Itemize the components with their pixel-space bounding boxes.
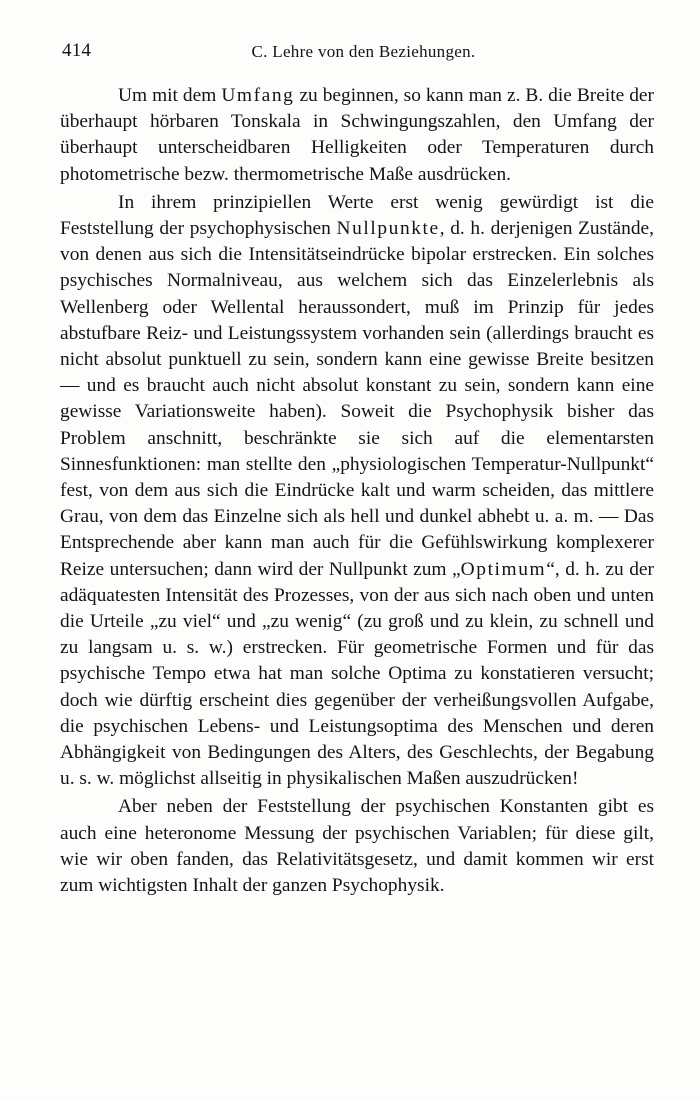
page-header — [60, 40, 655, 70]
paragraph-text: Aber neben der Feststellung der psychischen Konstanten gibt es auch eine heteronome Messung der psychischen Variablen; für diese gilt, wie wir oben fanden, das Relativitätsgesetz, und damit kommen wir erst zum wichtigsten Inhalt der ganzen Psychophysik. — [60, 796, 654, 897]
paragraph-nullpunkte — [60, 190, 654, 793]
running-head: C. Lehre von den Beziehungen. — [251, 42, 476, 61]
paragraph-text: Um mit dem — [118, 85, 222, 106]
emphasis-optimum: Optimum — [460, 558, 547, 580]
paragraph-text: , d. h. derjenigen Zustände, von denen aus sich die Intensitätseindrücke bipolar erstrecken. Ein solches psychisches Normalniveau, aus welchem sich das Einzelerlebnis als Wellenberg oder Wellental heraussondert, muß im Prinzip für jedes abstufbare Reiz- und Leistungssystem vorhanden sein (allerdings braucht es nicht absolut punktuell zu sein, sondern kann eine gewisse Breite besitzen — und es braucht auch nicht absolut konstant zu sein, sondern kann eine gewisse Variationsweite haben). Soweit die Psychophysik bisher das Problem anschnitt, beschränkte sie sich auf die elementarsten Sinnesfunktionen: man stellte den „physiologischen Temperatur-Nullpunkt“ fest, von dem aus sich die Eindrücke kalt und warm scheiden, das mittlere Grau, von dem das Einzelne sich als hell und dunkel abhebt u. a. m. — Das Entsprechende aber kann man auch für die Gefühlswirkung komplexerer Reize untersuchen; dann wird der Nullpunkt zum „ — [60, 218, 654, 580]
paragraph-umfang — [60, 83, 654, 188]
emphasis-umfang: Umfang — [221, 85, 295, 106]
paragraph-text: In ihrem prinzipiellen Werte erst wenig gewürdigt ist die Feststellung der psychophysischen — [60, 191, 654, 240]
body-text — [60, 83, 654, 899]
emphasis-nullpunkte: Nullpunkte — [336, 218, 440, 240]
paragraph-variablen — [60, 794, 654, 899]
paragraph-text: “, d. h. zu der adäquatesten Intensität des Prozesses, von der aus sich nach oben und unten die Urteile „zu viel“ und „zu wenig“ (zu groß und zu klein, zu schnell und zu langsam u. s. w.) erstrecken. Für geometrische Formen und für das psychische Tempo etwa hat man solche Optima zu konstatieren versucht; doch wie dürftig erscheint dies gegenüber der verheißungsvollen Aufgabe, die psychischen Lebens- und Leistungsoptima des Menschen und deren Abhängigkeit von Bedingungen des Alters, des Geschlechts, der Begabung u. s. w. möglichst allseitig in physikalischen Maßen auszudrücken! — [60, 558, 655, 790]
paragraph-text: zu beginnen, so kann man z. B. die Breite der überhaupt hörbaren Tonskala in Schwingungszahlen, den Umfang der überhaupt unterscheidbaren Helligkeiten oder Temperaturen durch photometrische bezw. thermometrische Maße ausdrücken. — [60, 85, 654, 185]
page-number: 414 — [62, 40, 92, 61]
